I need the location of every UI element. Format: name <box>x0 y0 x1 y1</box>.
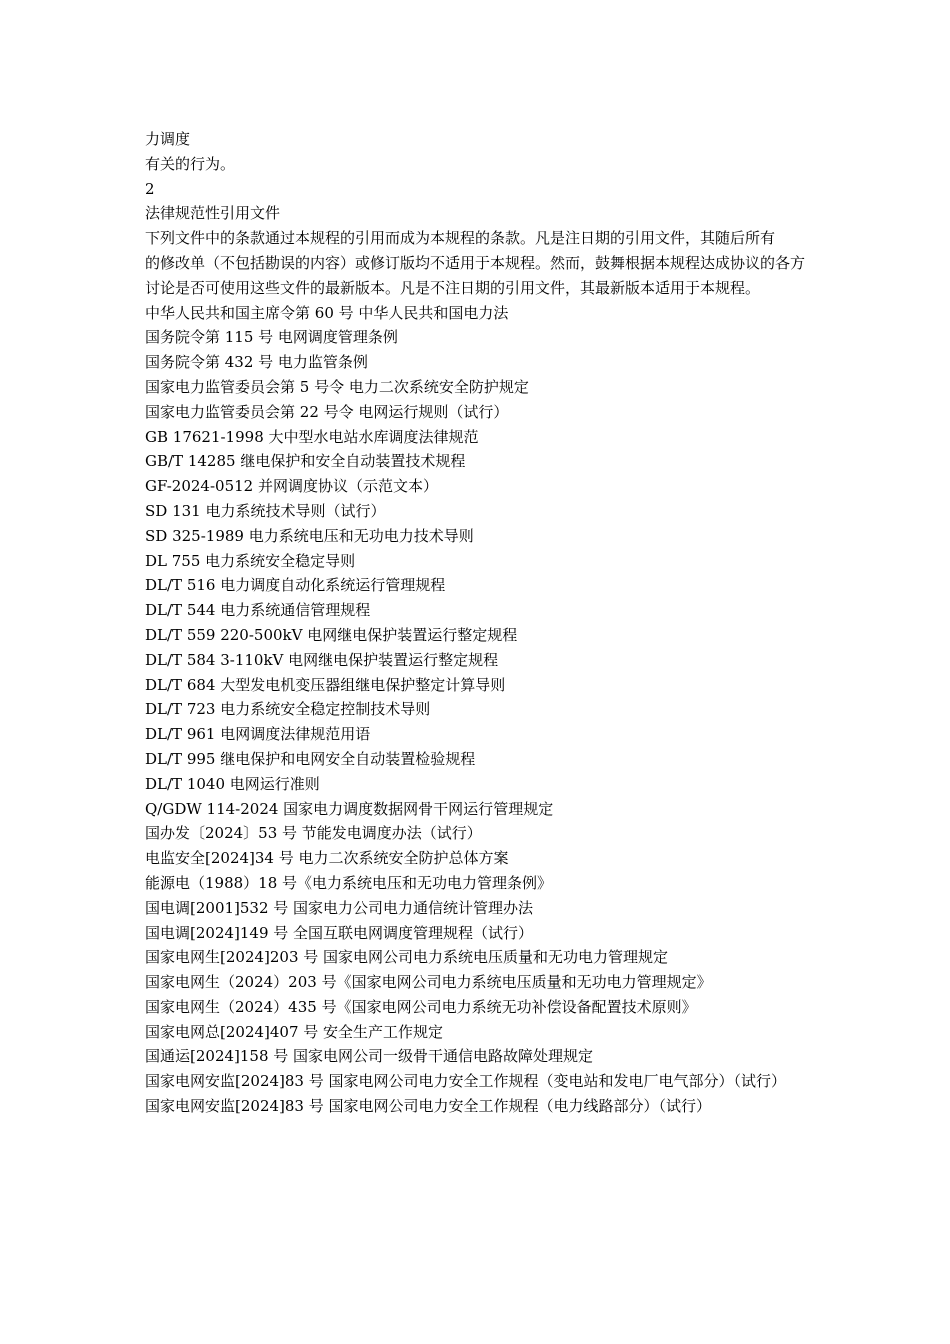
reference-item: DL 755 电力系统安全稳定导则 <box>145 551 356 570</box>
reference-item: DL/T 516 电力调度自动化系统运行管理规程 <box>145 576 446 595</box>
reference-item: DL/T 1040 电网运行准则 <box>145 774 320 793</box>
reference-item: DL/T 584 3-110kV 电网继电保护装置运行整定规程 <box>145 650 499 669</box>
reference-item: DL/T 723 电力系统安全稳定控制技术导则 <box>145 700 431 719</box>
section-number: 2 <box>145 179 155 198</box>
reference-item: 国家电网生[2024]203 号 国家电网公司电力系统电压质量和无功电力管理规定 <box>145 948 669 967</box>
reference-item: SD 131 电力系统技术导则（试行） <box>145 501 386 520</box>
reference-item: DL/T 961 电网调度法律规范用语 <box>145 725 371 744</box>
reference-item: 国家电力监管委员会第 22 号令 电网运行规则（试行） <box>145 402 509 421</box>
reference-item: 国家电网总[2024]407 号 安全生产工作规定 <box>145 1022 444 1041</box>
reference-item: 中华人民共和国主席令第 60 号 中华人民共和国电力法 <box>145 303 509 322</box>
reference-item: SD 325-1989 电力系统电压和无功电力技术导则 <box>145 526 474 545</box>
section-title: 法律规范性引用文件 <box>145 204 281 223</box>
reference-item: 电监安全[2024]34 号 电力二次系统安全防护总体方案 <box>145 849 509 868</box>
reference-item: DL/T 559 220-500kV 电网继电保护装置运行整定规程 <box>145 625 518 644</box>
section-paragraph: 讨论是否可使用这些文件的最新版本。凡是不注日期的引用文件，其最新版本适用于本规程。 <box>145 278 761 297</box>
reference-item: 国家电网生（2024）435 号《国家电网公司电力系统无功补偿设备配置技术原则》 <box>145 997 697 1016</box>
reference-item: 国电调[2001]532 号 国家电力公司电力通信统计管理办法 <box>145 898 534 917</box>
reference-item: 国办发〔2024〕53 号 节能发电调度办法（试行） <box>145 824 482 843</box>
reference-item: 国电调[2024]149 号 全国互联电网调度管理规程（试行） <box>145 923 534 942</box>
reference-item: DL/T 684 大型发电机变压器组继电保护整定计算导则 <box>145 675 506 694</box>
document-page <box>145 127 810 1119</box>
reference-item: 能源电（1988）18 号《电力系统电压和无功电力管理条例》 <box>145 873 553 892</box>
reference-item: 国家电力监管委员会第 5 号令 电力二次系统安全防护规定 <box>145 377 529 396</box>
reference-item: 国家电网安监[2024]83 号 国家电网公司电力安全工作规程（电力线路部分）（试行） <box>145 1097 712 1116</box>
reference-item: DL/T 995 继电保护和电网安全自动装置检验规程 <box>145 749 476 768</box>
reference-item: DL/T 544 电力系统通信管理规程 <box>145 601 371 620</box>
reference-item: 国务院令第 432 号 电力监管条例 <box>145 353 368 372</box>
reference-item: GB/T 14285 继电保护和安全自动装置技术规程 <box>145 452 466 471</box>
reference-item: Q/GDW 114-2024 国家电力调度数据网骨干网运行管理规定 <box>145 799 554 818</box>
reference-item: GF-2024-0512 并网调度协议（示范文本） <box>145 477 438 496</box>
reference-item: 国务院令第 115 号 电网调度管理条例 <box>145 328 398 347</box>
reference-item: 国家电网生（2024）203 号《国家电网公司电力系统电压质量和无功电力管理规定》 <box>145 973 712 992</box>
intro-line: 有关的行为。 <box>145 154 236 173</box>
intro-line: 力调度 <box>145 130 191 148</box>
reference-item: 国家电网安监[2024]83 号 国家电网公司电力安全工作规程（变电站和发电厂电气部分）（试行） <box>145 1072 787 1091</box>
section-paragraph: 的修改单（不包括勘误的内容）或修订版均不适用于本规程。然而，鼓舞根据本规程达成协议的各方 <box>145 253 806 272</box>
reference-item: 国通运[2024]158 号 国家电网公司一级骨干通信电路故障处理规定 <box>145 1047 594 1066</box>
reference-item: GB 17621-1998 大中型水电站水库调度法律规范 <box>145 427 479 446</box>
section-paragraph: 下列文件中的条款通过本规程的引用而成为本规程的条款。凡是注日期的引用文件，其随后所有 <box>145 229 776 248</box>
